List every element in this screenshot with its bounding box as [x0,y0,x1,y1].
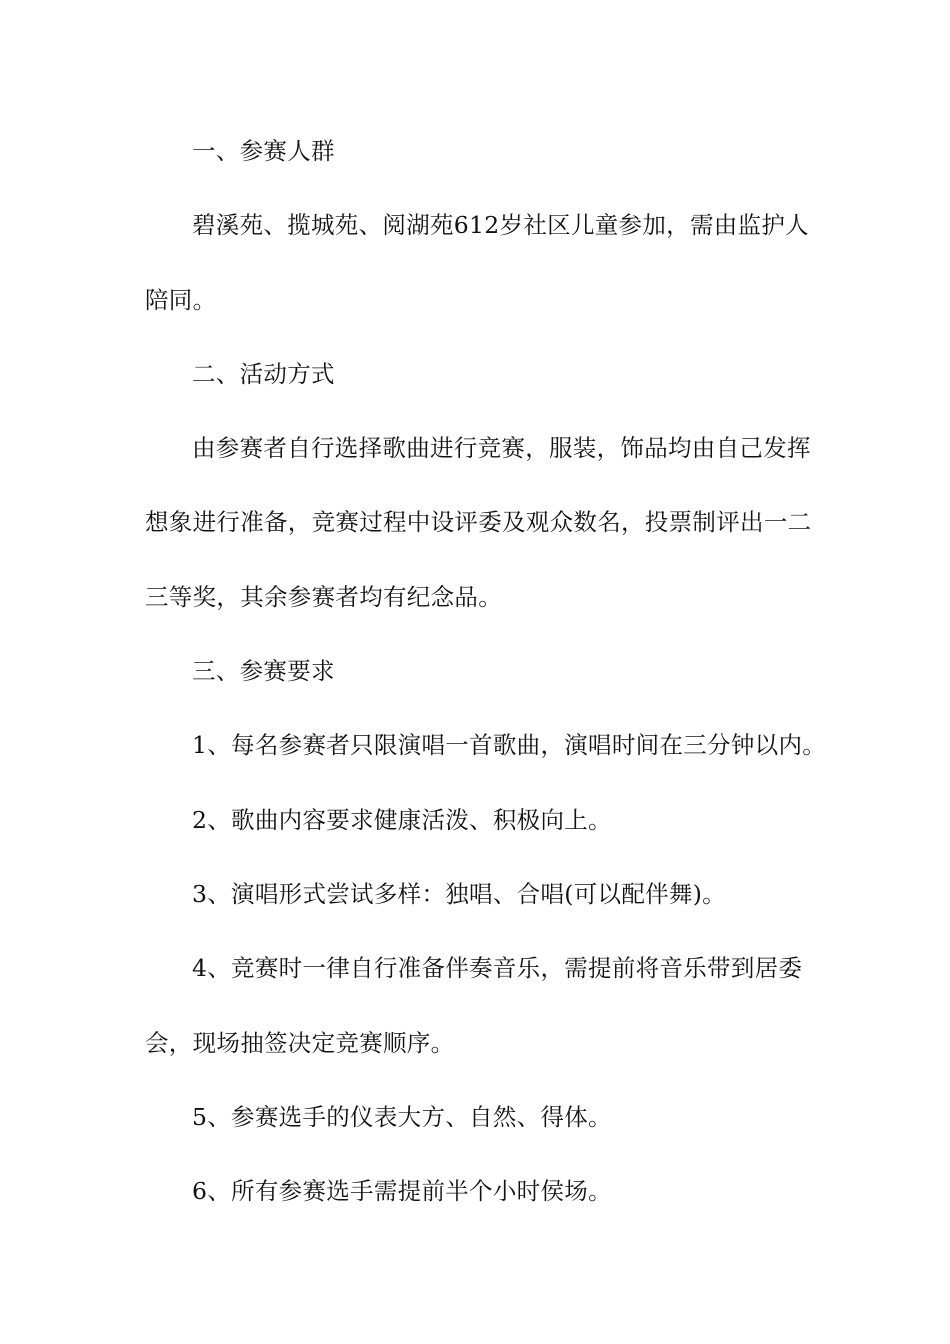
requirement-text: 5、参赛选手的仪表大方、自然、得体。 [192,1102,612,1131]
requirement-text: 3、演唱形式尝试多样：独唱、合唱(可以配伴舞)。 [192,879,726,908]
section-heading-text: 二、活动方式 [192,359,335,388]
section-heading-participants [145,114,825,188]
paragraph-line: 一二三等奖，其余参赛者均有纪念品。 [145,508,812,611]
paragraph-activity-format [145,411,825,634]
requirement-item-2 [145,783,825,857]
requirement-item-5 [145,1080,825,1154]
requirement-item-6 [145,1154,825,1228]
paragraph-line: 碧溪苑、揽城苑、阅湖苑612岁社区儿童参加，需由监护 [192,211,786,240]
section-heading-text: 一、参赛人群 [192,137,335,165]
document-body [145,114,825,1228]
section-heading-text: 三、参赛要求 [192,657,335,686]
paragraph-line: 人陪同。 [145,211,809,314]
requirement-line: 会，现场抽签决定竞赛顺序。 [145,1028,455,1057]
section-heading-activity-format [145,337,825,411]
section-heading-requirements [145,634,825,708]
paragraph-participants [145,188,825,337]
paragraph-line: 由参赛者自行选择歌曲进行竞赛，服装，饰品均由自己发 [192,434,787,463]
requirement-text: 1、每名参赛者只限演唱一首歌曲，演唱时间在三分钟以内。 [192,731,827,760]
paragraph-line: 挥想象进行准备，竞赛过程中设评委及观众数名，投票制评出 [145,434,811,537]
requirement-item-1 [145,708,825,782]
requirement-item-3 [145,857,825,931]
requirement-line: 4、竞赛时一律自行准备伴奏音乐，需提前将音乐带到居委 [192,954,803,983]
requirement-item-4 [145,931,825,1080]
requirement-text: 6、所有参赛选手需提前半个小时侯场。 [192,1177,612,1206]
requirement-text: 2、歌曲内容要求健康活泼、积极向上。 [192,805,612,834]
